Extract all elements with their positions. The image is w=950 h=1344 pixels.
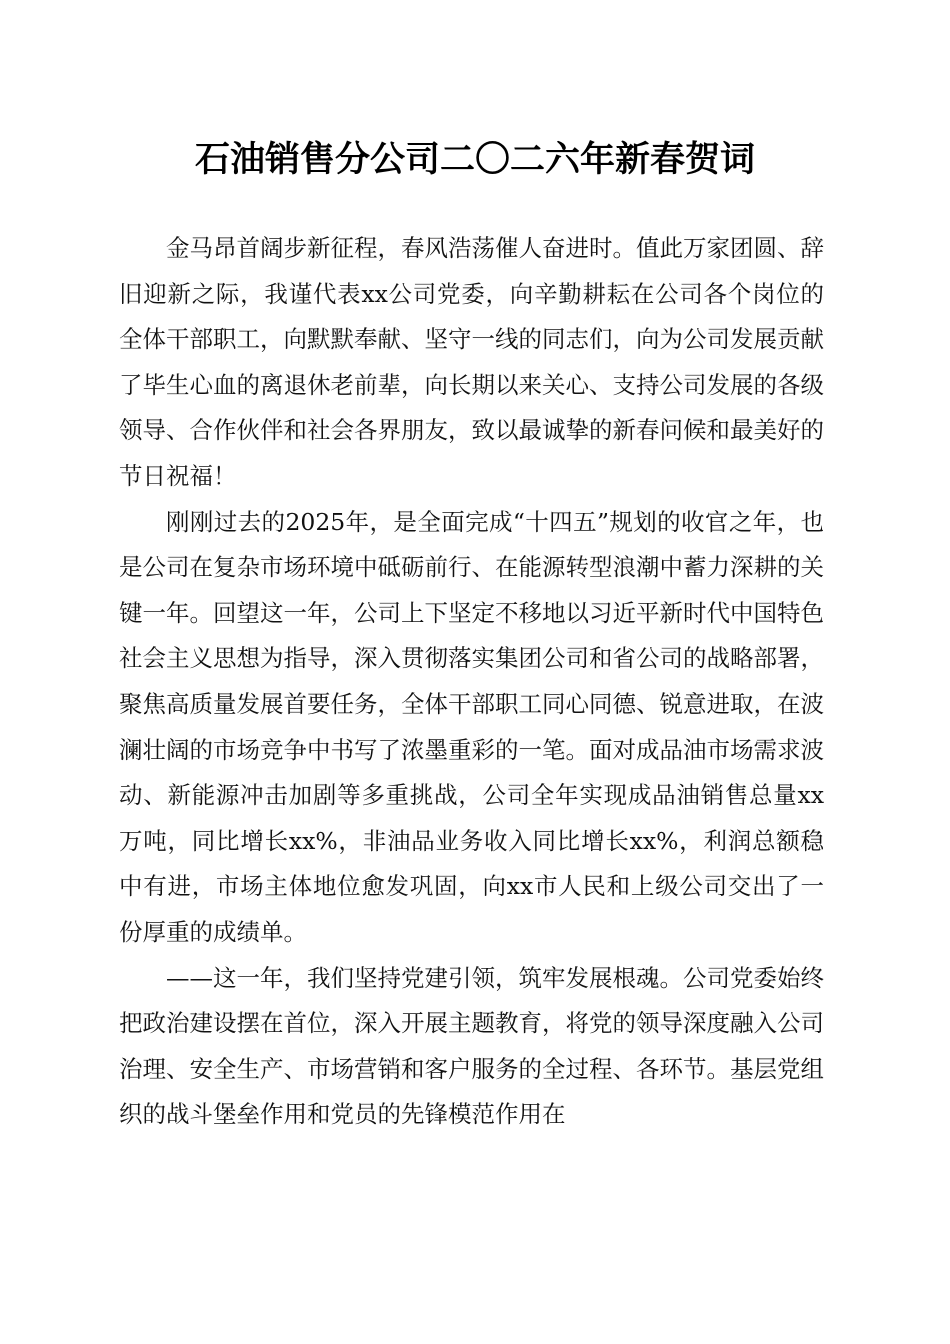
paragraph-party-building: ——这一年，我们坚持党建引领，筑牢发展根魂。公司党委始终把政治建设摆在首位，深入开展主题教育，将党的领导深度融入公司治理、安全生产、市场营销和客户服务的全过程、各环节。基层党组织的战斗堡垒作用和党员的先锋模范作用在 xyxy=(119,963,824,1129)
paragraph-review-2025: 刚刚过去的2025年，是全面完成“十四五”规划的收官之年，也是公司在复杂市场环境中砥砺前行、在能源转型浪潮中蓄力深耕的关键一年。回望这一年，公司上下坚定不移地以习近平新时代中国特色社会主义思想为指导，深入贯彻落实集团公司和省公司的战略部署，聚焦高质量发展首要任务，全体干部职工同心同德、锐意进取，在波澜壮阔的市场竞争中书写了浓墨重彩的一笔。面对成品油市场需求波动、新能源冲击加剧等多重挑战，公司全年实现成品油销售总量xx万吨，同比增长xx%，非油品业务收入同比增长xx%，利润总额稳中有进，市场主体地位愈发巩固，向xx市人民和上级公司交出了一份厚重的成绩单。 xyxy=(119,507,824,946)
paragraph-greeting: 金马昂首阔步新征程，春风浩荡催人奋进时。值此万家团圆、辞旧迎新之际，我谨代表xx公司党委，向辛勤耕耘在公司各个岗位的全体干部职工，向默默奉献、坚守一线的同志们，向为公司发展贡献了毕生心血的离退休老前辈，向长期以来关心、支持公司发展的各级领导、合作伙伴和社会各界朋友，致以最诚挚的新春问候和最美好的节日祝福！ xyxy=(119,234,824,490)
document-title: 石油销售分公司二〇二六年新春贺词 xyxy=(194,139,755,180)
document-body xyxy=(119,226,824,1138)
